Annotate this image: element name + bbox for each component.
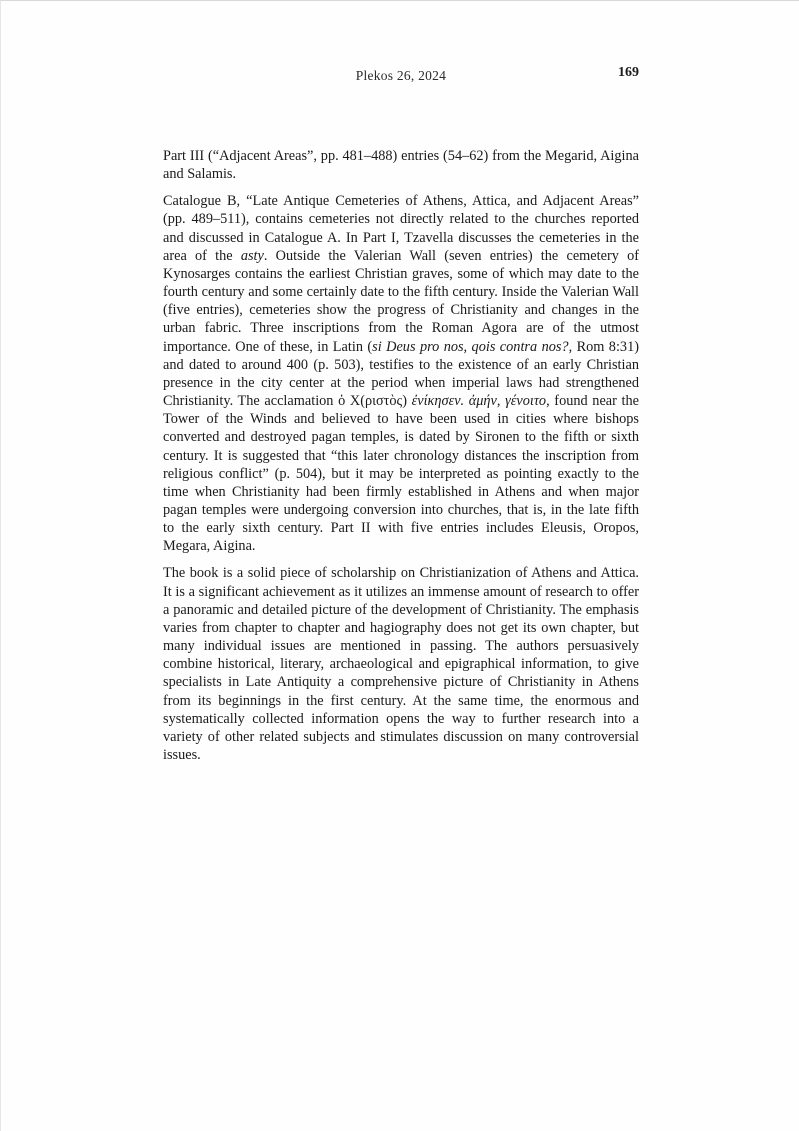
journal-title: Plekos 26, 2024	[355, 68, 447, 83]
text-run: , found near the Tower of the Winds and believed to have been used in cities where bishops converted and destroyed pagan temples, is dated by Sironen to the fifth or sixth century. It is suggested that “this later chronology distances the inscription from religious conflict” (p. 504), but it may be interpreted as pointing exactly to the time when Christianity had been firmly established in Athens and when major pagan temples were undergoing conversion into churches, that is, in the late fifth to the early sixth century. Part II with five entries includes Eleusis, Oropos, Megara, Aigina.	[163, 393, 639, 555]
paragraph-1	[163, 147, 639, 183]
text-run: . Outside the Valerian Wall (seven entries) the cemetery of Kynosarges contains the earliest Christian graves, some of which may date to the fourth century and some certainly date to the fifth century. Inside the Valerian Wall (five entries), cemeteries show the progress of Christianity and changes in the urban fabric. Three inscriptions from the Roman Agora are of the utmost importance. One of these, in Latin (	[163, 247, 639, 355]
italic-term: si Deus pro nos, qois contra nos?	[372, 338, 569, 355]
italic-term: ἐνίκησεν. ἀμήν, γένοιτο	[411, 393, 547, 410]
text-run: Catalogue B, “Late Antique Cemeteries of Athens, Attica, and Adjacent Areas” (pp. 489–511), contains cemeteries not directly related to the churches reported and discussed in Catalogue A. In Part I, Tzavella discusses the cemeteries in the area of the	[163, 193, 639, 264]
paragraph-2	[163, 192, 639, 555]
document-body	[163, 147, 639, 773]
text-run: Part III (“Adjacent Areas”, pp. 481–488) entries (54–62) from the Megarid, Aigina and Salamis.	[163, 148, 639, 183]
paragraph-3	[163, 564, 639, 764]
page-number: 169	[618, 65, 639, 80]
text-run: The book is a solid piece of scholarship on Christianization of Athens and Attica. It is a significant achievement as it utilizes an immense amount of research to offer a panoramic and detailed picture of the development of Christianity. The emphasis varies from chapter to chapter and hagiography does not get its own chapter, but many individual issues are mentioned in passing. The authors persuasively combine historical, literary, archaeological and epigraphical information, to give specialists in Late Antiquity a comprehensive picture of Christianity in Athens from its beginnings in the first century. At the same time, the enormous and systematically collected information opens the way to further research into a variety of other related subjects and stimulates discussion on many controversial issues.	[163, 565, 639, 763]
text-run: , Rom 8:31) and dated to around 400 (p. 503), testifies to the existence of an early Christian presence in the city center at the period when imperial laws had strengthened Christianity. The acclamation ὁ Χ(ριστὸς)	[163, 338, 639, 410]
italic-term: asty	[240, 247, 264, 264]
page-header	[163, 65, 639, 88]
